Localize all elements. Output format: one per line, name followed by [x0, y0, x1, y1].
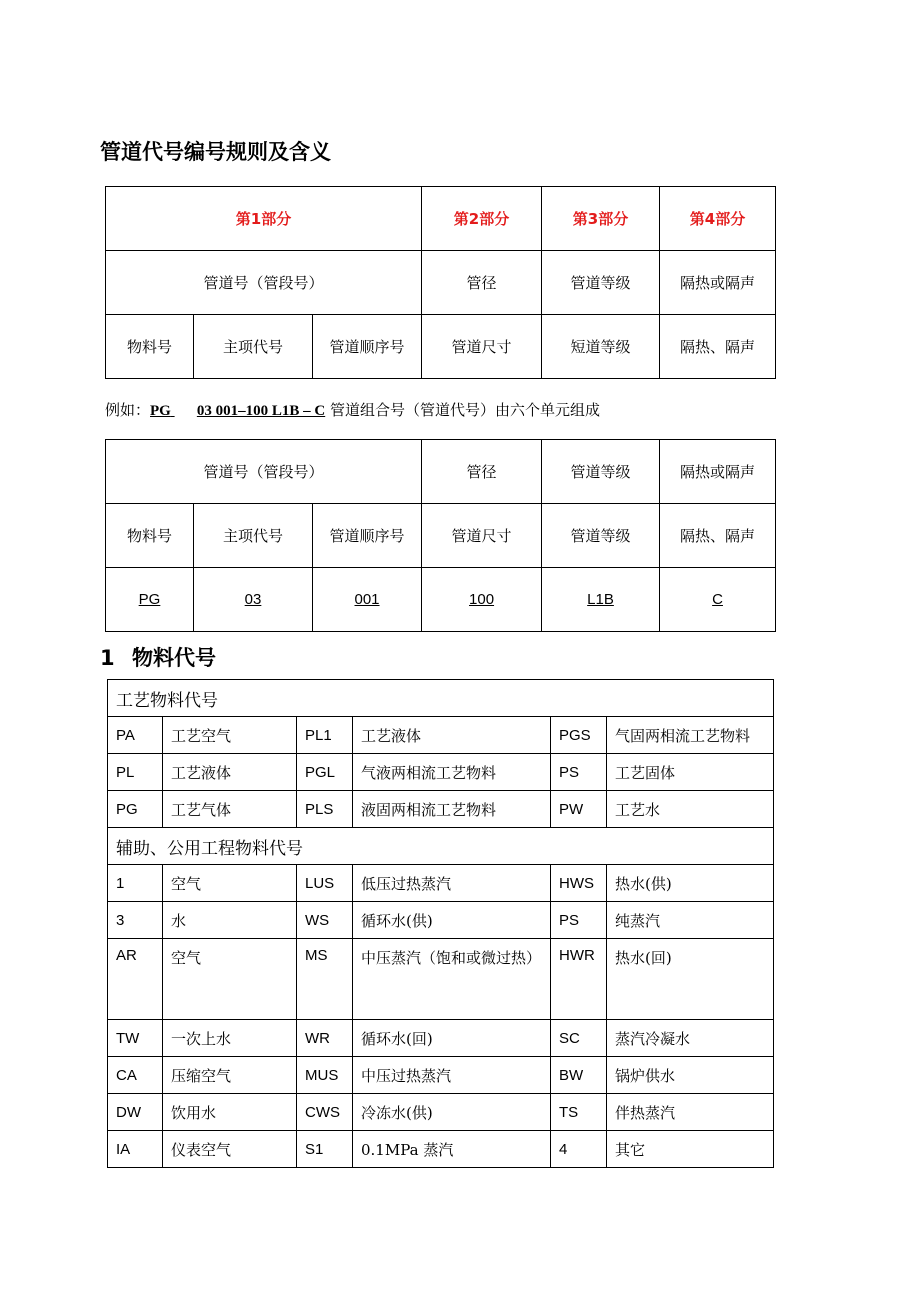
table-header-row	[108, 680, 774, 717]
table-row	[108, 754, 774, 791]
table-cell: 管道号（管段号）	[106, 440, 422, 504]
code-cell: 3	[108, 902, 163, 939]
section-number: 1	[100, 646, 115, 670]
table-row	[108, 902, 774, 939]
desc-cell: 冷冻水(供)	[353, 1094, 551, 1131]
table-row	[108, 1094, 774, 1131]
code-cell: PA	[108, 717, 163, 754]
section-heading	[100, 642, 216, 672]
example-code-gap	[171, 403, 197, 420]
code-cell: PW	[551, 791, 607, 828]
desc-cell: 工艺固体	[607, 754, 774, 791]
table-cell: 隔热、隔声	[660, 504, 776, 568]
page-title: 管道代号编号规则及含义	[100, 140, 331, 164]
code-cell: DW	[108, 1094, 163, 1131]
table-row	[108, 717, 774, 754]
code-cell: LUS	[297, 865, 353, 902]
code-cell: IA	[108, 1131, 163, 1168]
example-value-cell: PG	[106, 568, 194, 632]
example-value-cell: C	[660, 568, 776, 632]
example-suffix: 管道组合号（管道代号）由六个单元组成	[325, 401, 600, 419]
table-cell: 隔热或隔声	[660, 251, 776, 315]
code-cell: HWS	[551, 865, 607, 902]
table-row	[106, 315, 776, 379]
desc-cell: 中压过热蒸汽	[353, 1057, 551, 1094]
desc-cell: 工艺气体	[163, 791, 297, 828]
table-cell: 管道尺寸	[422, 315, 542, 379]
table-row	[106, 187, 776, 251]
pipe-code-example-table	[105, 439, 776, 632]
table-row	[106, 504, 776, 568]
table-cell: 管道等级	[542, 504, 660, 568]
code-cell: TS	[551, 1094, 607, 1131]
example-value-cell: L1B	[542, 568, 660, 632]
code-cell: PGL	[297, 754, 353, 791]
desc-cell: 气固两相流工艺物料	[607, 717, 774, 754]
table-cell: 管道等级	[542, 251, 660, 315]
example-code-b: 03 001–100 L1B – C	[196, 403, 326, 419]
code-cell: PL	[108, 754, 163, 791]
code-cell: BW	[551, 1057, 607, 1094]
desc-cell: 空气	[163, 939, 297, 1020]
desc-cell: 其它	[607, 1131, 774, 1168]
desc-cell: 低压过热蒸汽	[353, 865, 551, 902]
desc-cell: 空气	[163, 865, 297, 902]
desc-cell: 工艺水	[607, 791, 774, 828]
table-cell: 物料号	[106, 504, 194, 568]
example-prefix: 例如：	[105, 401, 151, 419]
table-cell: 物料号	[106, 315, 194, 379]
code-cell: PGS	[551, 717, 607, 754]
table-row	[106, 568, 776, 632]
code-cell: 4	[551, 1131, 607, 1168]
table-cell: 主项代号	[194, 315, 313, 379]
example-value-cell: 001	[313, 568, 422, 632]
utility-material-header: 辅助、公用工程物料代号	[108, 828, 774, 865]
process-material-header: 工艺物料代号	[108, 680, 774, 717]
desc-cell: 工艺液体	[163, 754, 297, 791]
table-cell: 管道号（管段号）	[106, 251, 422, 315]
part-2-header: 第2部分	[422, 187, 542, 251]
desc-cell: 纯蒸汽	[607, 902, 774, 939]
table-cell: 隔热或隔声	[660, 440, 776, 504]
table-row	[108, 865, 774, 902]
code-cell: PLS	[297, 791, 353, 828]
example-value-cell: 03	[194, 568, 313, 632]
code-cell: PL1	[297, 717, 353, 754]
desc-cell: 蒸汽冷凝水	[607, 1020, 774, 1057]
table-cell: 主项代号	[194, 504, 313, 568]
code-cell: MS	[297, 939, 353, 1020]
code-cell: PG	[108, 791, 163, 828]
desc-cell: 水	[163, 902, 297, 939]
code-cell: TW	[108, 1020, 163, 1057]
part-3-header: 第3部分	[542, 187, 660, 251]
table-cell: 短道等级	[542, 315, 660, 379]
table-cell: 管道等级	[542, 440, 660, 504]
table-row	[106, 251, 776, 315]
table-row	[108, 1057, 774, 1094]
code-cell: HWR	[551, 939, 607, 1020]
desc-cell: 气液两相流工艺物料	[353, 754, 551, 791]
part-4-header: 第4部分	[660, 187, 776, 251]
code-cell: PS	[551, 754, 607, 791]
table-cell: 管径	[422, 251, 542, 315]
table-row	[108, 1131, 774, 1168]
code-cell: CWS	[297, 1094, 353, 1131]
desc-cell: 循环水(回)	[353, 1020, 551, 1057]
desc-cell: 循环水(供)	[353, 902, 551, 939]
table-row	[108, 939, 774, 1020]
example-line	[105, 399, 600, 420]
code-cell: SC	[551, 1020, 607, 1057]
section-title: 物料代号	[132, 646, 216, 670]
material-code-table	[107, 679, 774, 1168]
desc-cell: 一次上水	[163, 1020, 297, 1057]
desc-cell: 热水(供)	[607, 865, 774, 902]
table-cell: 管道顺序号	[313, 504, 422, 568]
desc-cell: 0.1MPa 蒸汽	[353, 1131, 551, 1168]
code-cell: WR	[297, 1020, 353, 1057]
code-cell: 1	[108, 865, 163, 902]
desc-cell: 饮用水	[163, 1094, 297, 1131]
table-header-row	[108, 828, 774, 865]
table-row	[106, 440, 776, 504]
desc-cell: 工艺液体	[353, 717, 551, 754]
table-cell: 管径	[422, 440, 542, 504]
table-cell: 管道顺序号	[313, 315, 422, 379]
desc-cell: 热水(回)	[607, 939, 774, 1020]
code-cell: MUS	[297, 1057, 353, 1094]
code-cell: WS	[297, 902, 353, 939]
desc-cell: 伴热蒸汽	[607, 1094, 774, 1131]
code-cell: PS	[551, 902, 607, 939]
code-cell: CA	[108, 1057, 163, 1094]
pipe-code-structure-table	[105, 186, 776, 379]
desc-cell: 锅炉供水	[607, 1057, 774, 1094]
code-cell: S1	[297, 1131, 353, 1168]
table-row	[108, 1020, 774, 1057]
desc-cell: 工艺空气	[163, 717, 297, 754]
desc-cell: 仪表空气	[163, 1131, 297, 1168]
part-1-header: 第1部分	[106, 187, 422, 251]
code-cell: AR	[108, 939, 163, 1020]
table-row	[108, 791, 774, 828]
desc-cell: 液固两相流工艺物料	[353, 791, 551, 828]
example-value-cell: 100	[422, 568, 542, 632]
desc-cell: 中压蒸汽（饱和或微过热）	[353, 939, 551, 1020]
desc-cell: 压缩空气	[163, 1057, 297, 1094]
example-code-a: PG	[150, 403, 171, 419]
table-cell: 隔热、隔声	[660, 315, 776, 379]
table-cell: 管道尺寸	[422, 504, 542, 568]
